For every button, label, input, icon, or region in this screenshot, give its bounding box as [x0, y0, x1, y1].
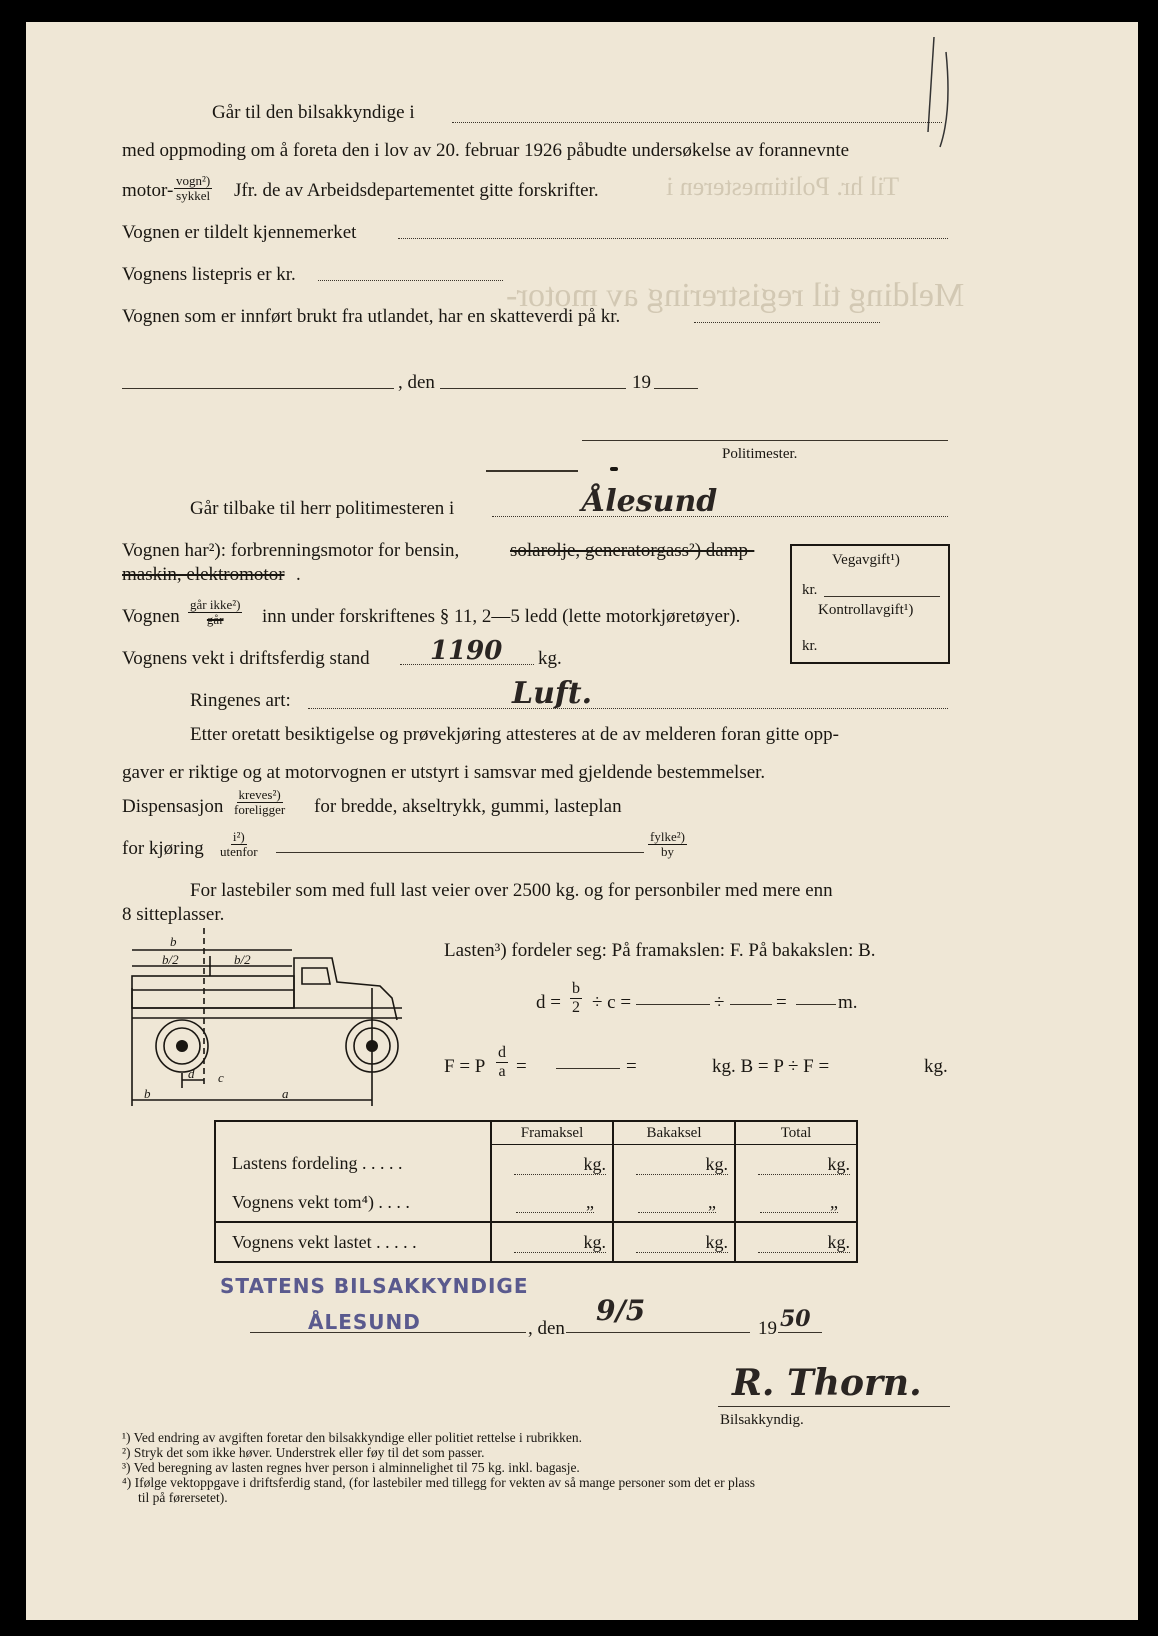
- diagram-label-d: d: [188, 1066, 195, 1081]
- weight-unit: kg.: [538, 648, 562, 669]
- cell-field: kg.: [514, 1232, 607, 1253]
- signature-year-prefix: 19: [758, 1318, 777, 1339]
- footnote-4-cont: til på førersetet).: [138, 1490, 228, 1505]
- row-label: Vognens vekt lastet . . . . .: [215, 1222, 491, 1262]
- load-intro: Lasten³) fordeler seg: På framakslen: F. På bakakslen: B.: [444, 940, 876, 961]
- goes-to-line[interactable]: [452, 122, 942, 123]
- two-den: 2: [572, 999, 580, 1016]
- table-row: [215, 1222, 857, 1262]
- driving-fraction: [218, 830, 260, 859]
- d-eq: =: [776, 992, 787, 1013]
- signature-date-line[interactable]: [566, 1332, 750, 1333]
- signature-year-line[interactable]: [778, 1332, 822, 1333]
- motor-suffix: Jfr. de av Arbeidsdepartementet gitte forskrifter.: [234, 180, 599, 201]
- return-city-field[interactable]: [492, 516, 948, 517]
- disp-prefix: Dispensasjon: [122, 796, 224, 817]
- disp-fraction: [232, 788, 287, 817]
- falls-suffix: inn under forskriftenes § 11, 2—5 ledd (lette motorkjøretøyer).: [262, 606, 741, 627]
- row-cell[interactable]: [491, 1183, 613, 1222]
- truck-diagram: [122, 928, 422, 1113]
- police-signature-line[interactable]: [582, 440, 948, 441]
- d-num: d: [498, 1044, 506, 1061]
- row-cell[interactable]: [735, 1183, 857, 1222]
- signature-year-value: 50: [780, 1306, 811, 1332]
- control-fee-label: Kontrollavgift¹): [818, 602, 914, 618]
- cell-field: „: [516, 1192, 594, 1213]
- expert-title: Bilsakkyndig.: [720, 1412, 804, 1428]
- footnote-1: ¹) Ved endring av avgiften foretar den bilsakkyndige eller politiet rettelse i rubrikken.: [122, 1430, 583, 1445]
- road-tax-field[interactable]: [824, 596, 940, 597]
- b-formula: kg. B = P ÷ F =: [712, 1056, 830, 1077]
- bleed-through-to: Til hr. Politimesteren i: [666, 172, 900, 201]
- year-prefix: 19: [632, 372, 651, 393]
- disp-suffix: for bredde, akseltrykk, gummi, lasteplan: [314, 796, 622, 817]
- import-value-label: Vognen som er innført brukt fra utlandet, har en skatteverdi på kr.: [122, 306, 621, 327]
- cell-field: kg.: [758, 1154, 851, 1175]
- attest-line-2: gaver er riktige og at motorvognen er utstyrt i samsvar med gjeldende bestemmelser.: [122, 762, 766, 783]
- bleed-through-title: Melding til registrering av motor-: [506, 277, 965, 314]
- table-row: [215, 1145, 857, 1184]
- date-field[interactable]: [440, 388, 626, 389]
- county-num: fylke²): [650, 829, 685, 844]
- d-field-2[interactable]: [730, 1004, 772, 1005]
- row-label: Lastens fordeling . . . . .: [215, 1145, 491, 1184]
- weight-label: Vognens vekt i driftsferdig stand: [122, 648, 370, 669]
- attest-line-1: Etter oretatt besiktigelse og prøvekjøring attesteres at de av melderen foran gitte opp-: [190, 724, 839, 745]
- signature-den: , den: [528, 1318, 565, 1339]
- falls-den: går: [206, 612, 224, 627]
- cell-field: „: [638, 1192, 716, 1213]
- row-cell[interactable]: [735, 1222, 857, 1262]
- table-header-rear: Bakaksel: [613, 1121, 735, 1145]
- county-fraction: [648, 830, 687, 859]
- goes-to-label: Går til den bilsakkyndige i: [212, 102, 415, 123]
- motor-frac-den: sykkel: [176, 188, 211, 203]
- county-den: by: [660, 844, 674, 859]
- footnote-2: ²) Stryk det som ikke høver. Understrek eller føy til det som passer.: [122, 1445, 485, 1460]
- table-row: [215, 1183, 857, 1222]
- table-header-total: Total: [735, 1121, 857, 1145]
- footnote-4: ⁴) Ifølge vektoppgave i driftsferdig stand, (for lastebiler med tillegg for vekten av så mange personer som det er plass: [122, 1475, 756, 1490]
- footnote-3: ³) Ved beregning av lasten regnes hver person i alminnelighet til 75 kg. inkl. bagasje.: [122, 1460, 580, 1475]
- cell-field: kg.: [636, 1154, 729, 1175]
- document-page: [26, 22, 1138, 1620]
- d-unit: m.: [838, 992, 858, 1013]
- margin-marks: [906, 32, 966, 152]
- trucks-line-1: For lastebiler som med full last veier over 2500 kg. og for personbiler med mere enn: [190, 880, 833, 901]
- f-formula-left: F = P: [444, 1056, 486, 1077]
- cell-field: kg.: [514, 1154, 607, 1175]
- falls-num: går ikke²): [190, 597, 241, 612]
- plate-label: Vognen er tildelt kjennemerket: [122, 222, 357, 243]
- request-line: med oppmoding om å foreta den i lov av 20. februar 1926 påbudte undersøkelse av forannevnte: [122, 140, 850, 161]
- f-field[interactable]: [556, 1068, 620, 1069]
- row-cell[interactable]: [613, 1222, 735, 1262]
- cell-field: „: [760, 1192, 838, 1213]
- list-price-field[interactable]: [318, 280, 503, 281]
- d-formula-left: d =: [536, 992, 561, 1013]
- driving-den: utenfor: [220, 844, 258, 859]
- b-half-fraction: [570, 980, 582, 1017]
- diagram-label-bd: b: [144, 1086, 151, 1101]
- diagram-label-c: c: [218, 1070, 224, 1085]
- table-header-blank: [215, 1121, 491, 1145]
- row-cell[interactable]: [491, 1145, 613, 1184]
- official-stamp-line-2: ÅLESUND: [308, 1310, 421, 1334]
- driving-num: i²): [232, 829, 245, 844]
- d-formula-mid: ÷ c =: [592, 992, 632, 1013]
- engine-prefix: Vognen har²): forbrenningsmotor for bensin,: [122, 540, 460, 561]
- signature-date-value: 9/5: [596, 1294, 646, 1327]
- expert-signature: R. Thorn.: [732, 1362, 922, 1404]
- return-city-value: Ålesund: [582, 484, 718, 519]
- official-stamp-line-1: STATENS BILSAKKYNDIGE: [220, 1274, 529, 1298]
- diagram-label-b: b: [170, 934, 177, 949]
- row-cell[interactable]: [613, 1183, 735, 1222]
- trucks-line-2: 8 sitteplasser.: [122, 904, 225, 925]
- cell-field: kg.: [636, 1232, 729, 1253]
- diagram-label-b2a: b/2: [162, 952, 179, 967]
- motor-prefix: motor-: [122, 180, 174, 201]
- place-field[interactable]: [122, 388, 394, 389]
- f-eq: =: [516, 1056, 527, 1077]
- date-den: , den: [398, 372, 435, 393]
- disp-num: kreves²): [238, 787, 281, 802]
- diagram-label-b2b: b/2: [234, 952, 251, 967]
- control-fee-kr: kr.: [802, 638, 818, 654]
- row-cell[interactable]: [735, 1145, 857, 1184]
- import-value-field[interactable]: [694, 322, 880, 323]
- row-cell[interactable]: [491, 1222, 613, 1262]
- engine-struck-2: maskin, elektromotor: [122, 564, 285, 585]
- d-field-1[interactable]: [636, 1004, 710, 1005]
- table-header-row: [215, 1121, 857, 1145]
- divider-dot: [610, 467, 618, 471]
- stamp-place-line[interactable]: [250, 1332, 526, 1333]
- section-divider: [486, 470, 578, 472]
- row-cell[interactable]: [613, 1145, 735, 1184]
- table-header-front: Framaksel: [491, 1121, 613, 1145]
- driving-area-field[interactable]: [276, 852, 644, 853]
- f-eq-2: =: [626, 1056, 637, 1077]
- b-unit: kg.: [924, 1056, 948, 1077]
- road-tax-kr: kr.: [802, 582, 818, 598]
- d-div: ÷: [714, 992, 725, 1013]
- falls-fraction: [188, 598, 242, 627]
- expert-signature-line[interactable]: [718, 1406, 950, 1407]
- plate-field[interactable]: [398, 238, 948, 239]
- b-num: b: [572, 980, 580, 997]
- d-over-a-fraction: [496, 1044, 508, 1081]
- motor-frac-num: vogn²): [176, 173, 211, 188]
- fees-box: [790, 544, 950, 664]
- engine-struck-1: solarolje, generatorgass²) damp-: [510, 540, 755, 561]
- motor-fraction: [174, 174, 212, 203]
- d-field-3[interactable]: [796, 1004, 836, 1005]
- diagram-label-a: a: [282, 1086, 289, 1101]
- tyres-field[interactable]: [308, 708, 948, 709]
- police-title: Politimester.: [722, 446, 798, 462]
- tyres-label: Ringenes art:: [190, 690, 291, 711]
- row-label: Vognens vekt tom⁴) . . . .: [215, 1183, 491, 1222]
- cell-field: kg.: [758, 1232, 851, 1253]
- load-table: [214, 1120, 858, 1263]
- a-den: a: [498, 1063, 506, 1080]
- goes-back-label: Går tilbake til herr politimesteren i: [190, 498, 455, 519]
- driving-prefix: for kjøring: [122, 838, 204, 859]
- tyres-value: Luft.: [512, 676, 593, 711]
- disp-den: foreligger: [234, 802, 286, 817]
- weight-value: 1190: [430, 636, 503, 666]
- road-tax-label: Vegavgift¹): [832, 552, 900, 568]
- year-field[interactable]: [654, 388, 698, 389]
- list-price-label: Vognens listepris er kr.: [122, 264, 296, 285]
- engine-end: .: [296, 564, 301, 585]
- falls-prefix: Vognen: [122, 606, 180, 627]
